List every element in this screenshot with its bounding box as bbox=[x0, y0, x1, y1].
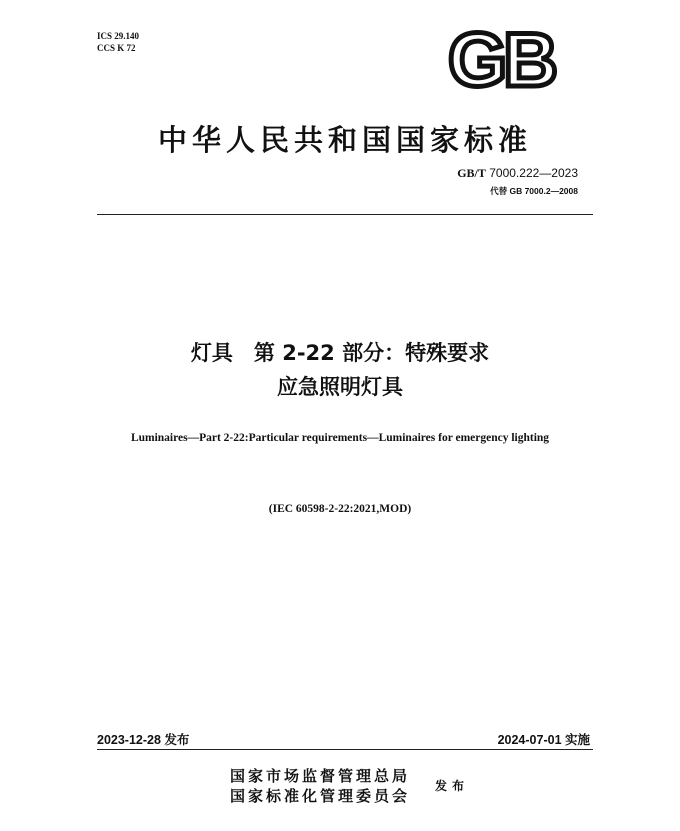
gb-logo bbox=[441, 24, 561, 94]
publish-date: 2023-12-28 发布 bbox=[97, 733, 190, 747]
issuer-sac: 国家标准化管理委员会 bbox=[230, 787, 411, 805]
standard-number: 7000.222—2023 bbox=[485, 166, 578, 180]
implement-date: 2024-07-01 实施 bbox=[497, 733, 590, 747]
header-divider bbox=[97, 214, 593, 215]
issuing-authorities bbox=[230, 766, 410, 806]
standard-prefix: GB/T bbox=[457, 166, 486, 180]
ccs-code: CCS K 72 bbox=[97, 43, 136, 53]
standard-type-title: 中华人民共和国国家标准 bbox=[157, 123, 532, 157]
classification-codes bbox=[97, 30, 139, 54]
gb-logo-text: GB bbox=[448, 24, 554, 94]
document-title-english: Luminaires—Part 2-22:Particular requirements—Luminaires for emergency lighting bbox=[130, 432, 550, 444]
issue-label: 发布 bbox=[435, 779, 470, 793]
issuer-samr: 国家市场监督管理总局 bbox=[230, 767, 411, 785]
ics-code: ICS 29.140 bbox=[97, 31, 140, 41]
standard-number-line bbox=[457, 166, 578, 180]
replaces-note: 代替 GB 7000.2—2008 bbox=[490, 186, 578, 196]
standard-number-block bbox=[457, 166, 578, 198]
footer-divider bbox=[97, 749, 593, 750]
document-title-line1: 灯具 第 2-22 部分：特殊要求 bbox=[190, 341, 490, 365]
document-title-line2: 应急照明灯具 bbox=[277, 375, 403, 399]
adoption-reference: (IEC 60598-2-22:2021,MOD) bbox=[268, 503, 412, 515]
